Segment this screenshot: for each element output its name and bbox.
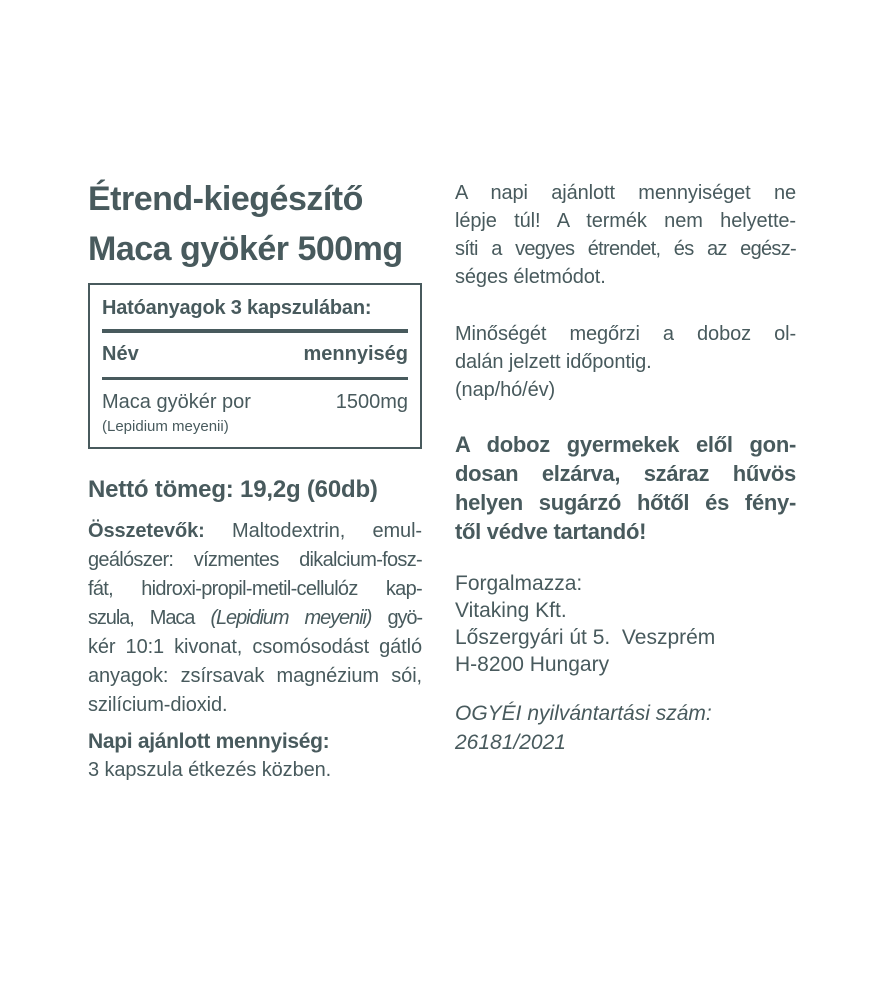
daily-dose-text: 3 kapszula étkezés közben. [88, 759, 332, 781]
daily-dose-section [88, 727, 422, 785]
ingredients-paragraph: Összetevők: Maltodextrin, emul- geálószer: vízmentes dikalcium-fosz- fát, hidroxi-propil-metil-cellulóz kap- szula, Maca (Lepidium meyenii) gyö- kér 10:1 kivonat, csomósodást gátló anyagok: zsírsavak magnézium sói, szilícium-dioxid. [88, 520, 422, 716]
ingredient-row-main [102, 391, 408, 414]
registration-block [455, 699, 796, 757]
column-header-name: Név [102, 342, 139, 365]
warning-paragraph: A napi ajánlott mennyiséget ne lépje túl! A termék nem helyette- síti a vegyes étrendet, és az egész- séges életmódot. [455, 182, 796, 288]
product-title-line-1: Étrend-kiegészítő [88, 180, 363, 218]
ingredient-latin-name: (Lepidium meyenii) [102, 418, 229, 435]
table-row [102, 380, 408, 435]
table-column-header-row [102, 333, 408, 377]
distributor-label: Forgalmazza: [455, 572, 583, 595]
distributor-address: Vitaking Kft. Lőszergyári út 5. Veszprém H-8200 Hungary [455, 599, 716, 676]
quality-paragraph: Minőségét megőrzi a doboz ol- dalán jelzett időpontig. (nap/hó/év) [455, 323, 796, 401]
net-weight: Nettó tömeg: 19,2g (60db) [88, 476, 378, 503]
registration-number: 26181/2021 [455, 731, 566, 754]
ingredient-amount: 1500mg [335, 391, 408, 413]
active-ingredients-table [88, 283, 422, 449]
storage-paragraph: A doboz gyermekek elől gon- dosan elzárva, száraz hűvös helyen sugárzó hőtől és fény- től védve tartandó! [455, 432, 796, 544]
product-title [88, 174, 422, 274]
product-title-line-2: Maca gyökér 500mg [88, 230, 403, 268]
right-column [455, 179, 796, 757]
ingredient-name: Maca gyökér por [102, 391, 251, 413]
registration-label: OGYÉI nyilvántartási szám: [455, 702, 712, 725]
daily-dose-heading: Napi ajánlott mennyiség: [88, 730, 330, 753]
column-header-amount: mennyiség [303, 342, 408, 365]
left-column [88, 174, 422, 785]
distributor-block [455, 570, 796, 678]
table-title: Hatóanyagok 3 kapszulában: [102, 297, 372, 319]
